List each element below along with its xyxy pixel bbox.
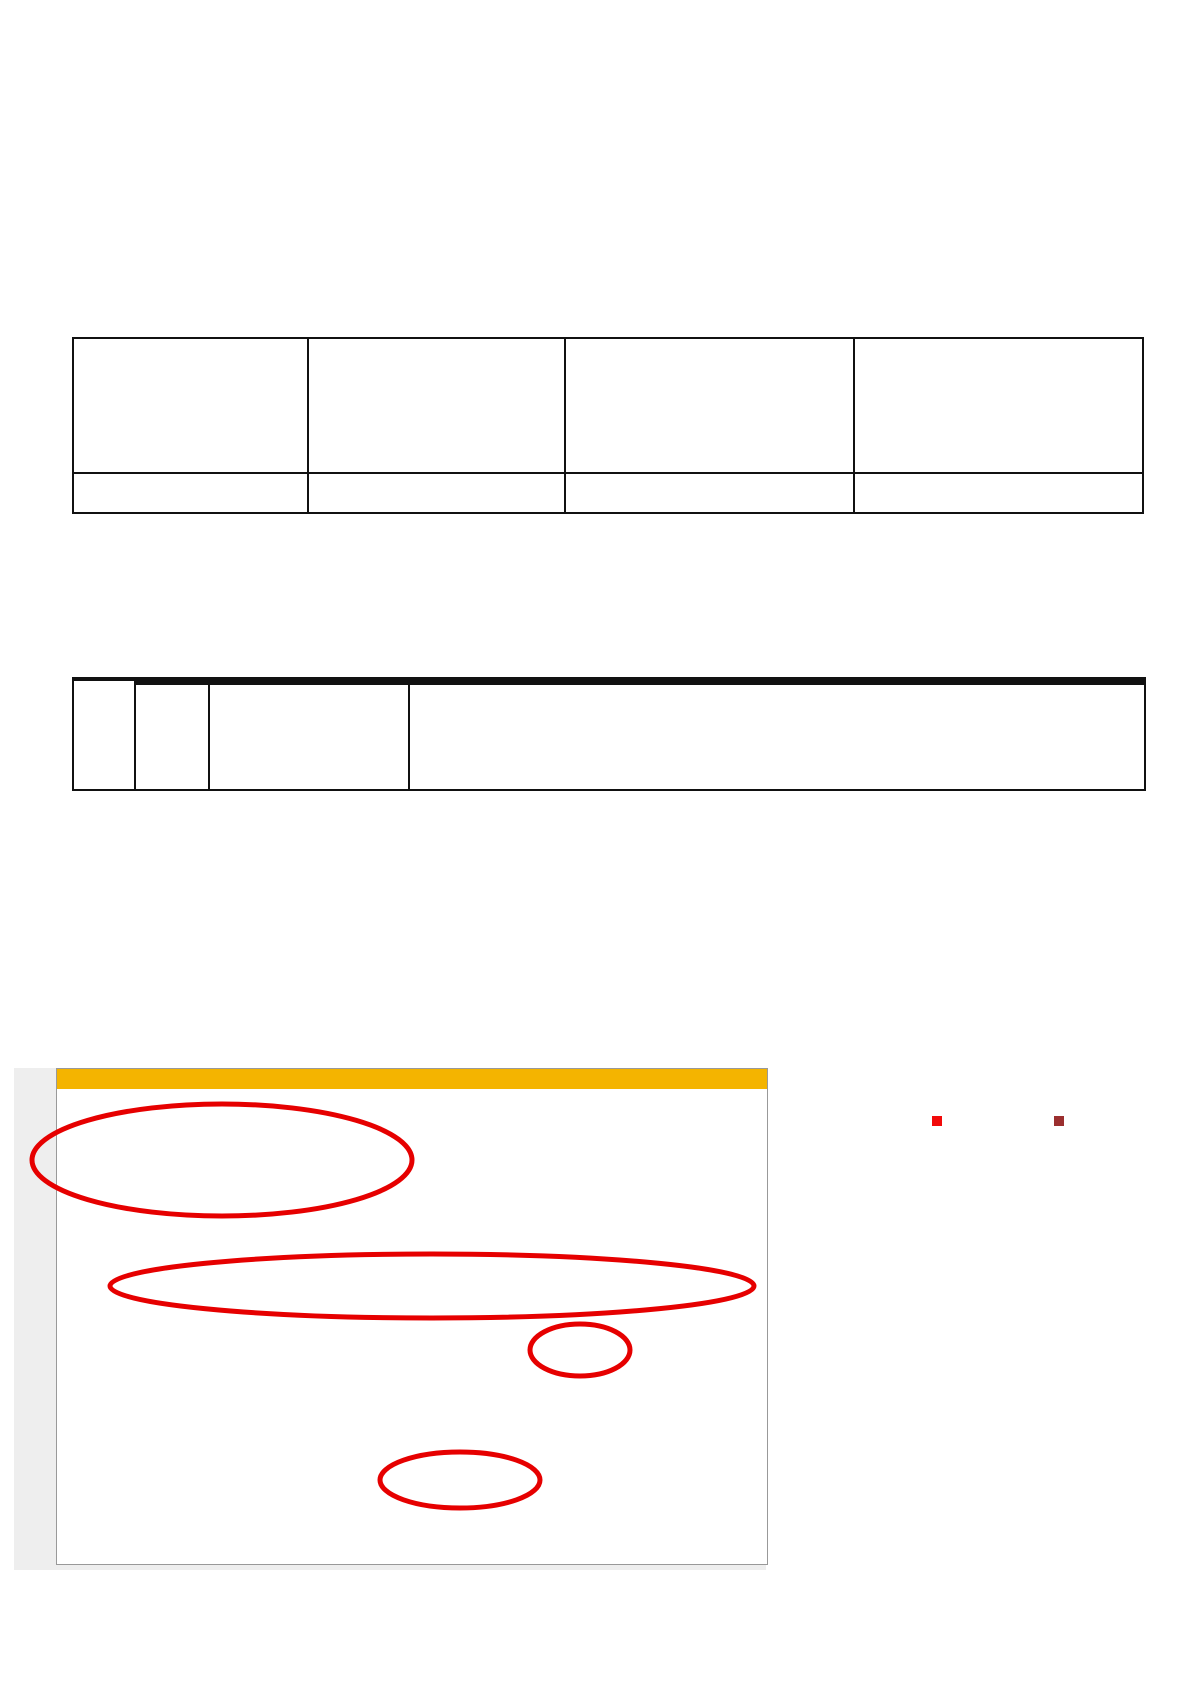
annotation-circles (14, 1068, 766, 1570)
table2-cell-row3 (409, 684, 1145, 790)
criterios-vertical-label (73, 680, 135, 790)
prevalence-pie-chart (965, 0, 1185, 230)
table2-cell (209, 684, 409, 790)
table1-header-cell (73, 338, 308, 473)
legend-swatch-no-isquemica (1054, 1116, 1064, 1126)
table1-header-cell (565, 338, 854, 473)
legend-swatch-isquemica (932, 1116, 942, 1126)
red-circle-metabolic (380, 1452, 540, 1508)
table1-value-cell (73, 473, 308, 513)
diseased-myocardium-image (14, 1068, 766, 1570)
red-circle-ischaemic (32, 1104, 412, 1216)
table1-header-cell (308, 338, 565, 473)
red-circle-chagas (530, 1324, 630, 1376)
etiology-pie-chart (920, 900, 1200, 1140)
ic-classification-table (72, 337, 1144, 514)
table2-row-number (135, 684, 209, 790)
table1-value-cell (565, 473, 854, 513)
table1-value-cell (854, 473, 1143, 513)
table1-header-cell (854, 338, 1143, 473)
table1-value-cell (308, 473, 565, 513)
red-circle-medications (110, 1254, 754, 1318)
ic-criteria-table (72, 677, 1146, 791)
